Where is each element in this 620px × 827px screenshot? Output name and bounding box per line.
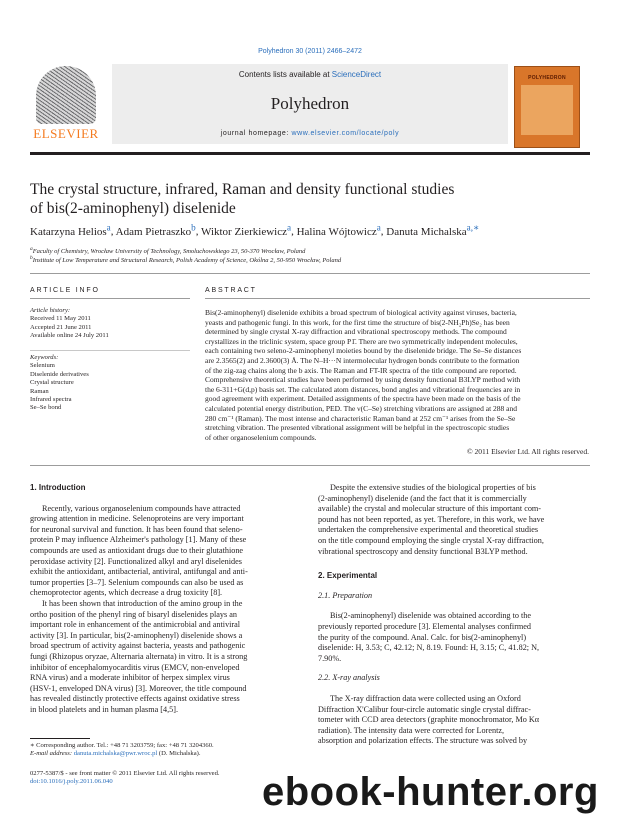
abstract-heading: ABSTRACT — [205, 287, 257, 294]
divider — [30, 465, 590, 466]
affiliation-text: Institute of Low Temperature and Structural Research, Polish Academy of Science, Okólna 2, 50-950 Wrocław, Poland — [32, 257, 342, 265]
body-line: (HSV-1, enveloped DNA virus) [3]. Moreover, the title compound — [30, 683, 247, 693]
author[interactable]: Katarzyna Helios$^a$ — [30, 222, 111, 238]
contents-prefix: Contents lists available at — [238, 70, 332, 79]
body-line: activity [3]. In particular, bis(2-aminophenyl) diselenide shows a — [30, 630, 243, 640]
abstract-line: of other organoselenium compounds. — [205, 432, 317, 442]
elsevier-logo[interactable] — [30, 66, 102, 144]
journal-homepage — [112, 130, 508, 137]
email-link[interactable]: danuta.michalska@pwr.wroc.pl — [73, 750, 158, 758]
subsection-heading: 2.2. X-ray analysis — [318, 673, 380, 683]
abstract-copyright: © 2011 Elsevier Ltd. All rights reserved. — [466, 447, 589, 456]
abstract-line: good agreement with experiment. Detailed assignments of the spectra have been made on the basis of the — [205, 394, 521, 404]
affiliation-text: Faculty of Chemistry, Wrocław University of Technology, Smoluchowskiego 23, 50-370 Wrocław, Poland — [32, 248, 306, 256]
divider — [30, 298, 190, 299]
journal-name: Polyhedron — [270, 94, 350, 113]
body-line: 7.90%. — [318, 653, 342, 663]
body-line: Bis(2-aminophenyl) diselenide was obtained according to the — [330, 611, 531, 621]
body-line: compounds are used as antioxidant drugs due to their glutathione — [30, 545, 244, 555]
affiliation-sup: b — [30, 255, 33, 261]
author[interactable]: Adam Pietraszko$^b$ — [115, 222, 196, 238]
body-line: inhibitor of encephalomyocarditis virus (EMCV, non-enveloped — [30, 662, 240, 672]
body-line: undertaken the comprehensive experimental and theoretical studies — [318, 525, 539, 535]
article-info-heading: ARTICLE INFO — [30, 287, 100, 294]
author-affil-sup[interactable]: a — [106, 222, 111, 232]
watermark-text: ebook-hunter.org — [262, 770, 599, 814]
left-column — [30, 483, 300, 715]
body-line: tometer with CCD area detectors (graphite monochromator, Mo Kα — [318, 715, 540, 725]
abstract-line: 280 cm⁻¹ (Raman). The most intense and characteristic Raman band at 252 cm⁻¹ arises from the Se–Se — [205, 413, 516, 423]
body-line: Recently, various organoselenium compounds have attracted — [42, 503, 241, 513]
abstract-line: are 2.3565(2) and 2.3600(3) Å. The N–H···N intermolecular hydrogen bonds contribute to the formation — [205, 355, 520, 365]
body-line: previously reported procedure [3]. Elemental analyses confirmed — [318, 621, 532, 631]
homepage-prefix: journal homepage: — [220, 130, 292, 137]
divider — [30, 350, 190, 351]
journal-header-panel — [112, 64, 508, 144]
body-line: absorption and polarization effects. The structure was solved by — [318, 736, 528, 746]
affiliation-sup: a — [30, 246, 33, 252]
affiliation — [30, 255, 590, 264]
footnotes — [30, 742, 300, 759]
abstract-line: the 6-311+G(d,p) basis set. The calculated atom distances, bond angles and vibrational frequencies are in — [205, 384, 521, 394]
keyword: Raman — [30, 387, 49, 395]
section-heading: 1. Introduction — [30, 483, 86, 492]
body-line: on the title compound employing the single crystal X-ray diffraction, — [318, 535, 544, 545]
article-history — [30, 307, 190, 341]
author[interactable]: Wiktor Zierkiewicz$^a$ — [201, 222, 292, 238]
body-line: protein P may influence Alzheimer's pathology [1]. Many of these — [30, 535, 247, 545]
body-line: It has been shown that introduction of the amino group in the — [42, 598, 243, 608]
body-line: radiation). The intensity data were corrected for Lorentz, — [318, 725, 505, 735]
abstract-text — [205, 308, 589, 442]
author[interactable]: Danuta Michalska$^{a,∗}$ — [386, 222, 480, 238]
body-line: (2-aminophenyl) diselenide (and the fact that it is commercially — [318, 493, 527, 503]
doi-link[interactable]: doi:10.1016/j.poly.2011.06.040 — [30, 778, 113, 786]
body-line: chemoprotector agents, which decrease a drug toxicity [8]. — [30, 588, 223, 598]
cover-title: POLYHEDRON — [528, 75, 566, 81]
body-line: fungi (Rhizopus oryzae, Alternaria alternata) in vitro. It is a strong — [30, 651, 248, 661]
title-line-1: The crystal structure, infrared, Raman and density functional studies — [30, 181, 455, 198]
front-matter — [30, 770, 300, 787]
contents-line — [112, 70, 508, 79]
abstract-line: calculated potential energy distribution, PED. The ν(C–Se) stretching vibrations are assigned at 288 and — [205, 403, 517, 413]
keyword: Se–Se bond — [30, 404, 62, 412]
journal-banner — [30, 64, 590, 148]
body-line: ortho position of the phenyl ring of bisaryl diselenides plays an — [30, 609, 237, 619]
history-item: Accepted 21 June 2011 — [30, 323, 92, 331]
homepage-link[interactable]: www.elsevier.com/locate/poly — [291, 130, 400, 137]
affiliation — [30, 246, 590, 255]
elsevier-tree-icon — [36, 66, 96, 124]
divider — [205, 298, 590, 299]
keyword: Crystal structure — [30, 379, 74, 387]
author-affil-sup[interactable]: b — [191, 222, 196, 232]
header-rule — [30, 152, 590, 155]
author-affil-sup[interactable]: a — [287, 222, 292, 232]
history-label: Article history: — [30, 307, 71, 314]
body-line: has revealed distinctly protective effects against oxidative stress — [30, 694, 240, 704]
footnote-rule — [30, 738, 90, 739]
body-line: tumor properties [3–7]. Selenium compounds can also be used as — [30, 577, 244, 587]
abstract-line: yeasts and pathogenic fungi. In this work, for the first time the structure of bis(2-NH₂Ph)Se₂ has been — [205, 317, 510, 327]
body-line: for neuronal survival and function. It has been found that seleno- — [30, 524, 243, 534]
body-line: pound has not been reported, as yet. Therefore, in this work, we have — [318, 514, 545, 524]
article-title — [30, 180, 590, 218]
divider — [30, 273, 590, 274]
history-item: Available online 24 July 2011 — [30, 332, 109, 340]
subsection-heading: 2.1. Preparation — [318, 590, 373, 600]
right-column — [318, 483, 590, 747]
issn-line: 0277-5387/$ - see front matter © 2011 Elsevier Ltd. All rights reserved. — [30, 770, 220, 777]
keyword: Diselenide derivatives — [30, 370, 89, 378]
author[interactable]: Halina Wójtowicz$^a$ — [296, 222, 381, 238]
elsevier-wordmark: ELSEVIER — [33, 126, 99, 141]
journal-cover-image[interactable] — [514, 66, 580, 148]
history-item: Received 11 May 2011 — [30, 315, 91, 323]
body-line: exhibit the antioxidant, antibacterial, antiviral, antifungal and anti- — [30, 567, 248, 577]
body-line: the purity of the compound. Anal. Calc. for bis(2-aminophenyl) — [318, 632, 527, 642]
body-line: vibrational spectroscopy and density functional B3LYP method. — [318, 546, 528, 556]
body-line: Despite the extensive studies of the biological properties of bis — [330, 483, 536, 492]
email-footnote — [30, 750, 300, 758]
keyword: Selenium — [30, 362, 55, 370]
body-line: growing attention in medicine. Selenoproteins are very important — [30, 514, 244, 524]
abstract-line: Bis(2-aminophenyl) diselenide exhibits a broad spectrum of biological activity against viruses, bacteria, — [205, 308, 517, 317]
abstract-line: each containing two seleno-2-aminophenyl moieties bound by the diselenide bridge. The Se–Se distances — [205, 346, 522, 356]
body-line: important role in enhancement of the antimicrobial and antiviral — [30, 620, 241, 630]
body-line: available) the crystal and molecular structure of this important com- — [318, 504, 542, 514]
email-suffix: (D. Michalska). — [157, 750, 201, 758]
cover-artwork — [521, 85, 573, 135]
abstract-line: Comprehensive theoretical studies have been performed by using density functional B3LYP method with — [205, 375, 521, 385]
corresponding-footnote: ∗ Corresponding author. Tel.: +48 71 3203759; fax: +48 71 3204360. — [30, 742, 214, 749]
section-heading: 2. Experimental — [318, 571, 378, 581]
keywords-label: Keywords: — [30, 354, 59, 361]
sciencedirect-link[interactable]: ScienceDirect — [331, 70, 382, 79]
body-line: in blood platelets and in human plasma [4,5]. — [30, 704, 179, 714]
abstract-line: of the zig-zag chains along the b axis. The Raman and FT-IR spectra of the title compound are reported. — [205, 365, 517, 375]
email-label: E-mail address: — [30, 750, 74, 758]
author-list: Katarzyna Helios$^a$, Adam Pietraszko$^b$, Wiktor Zierkiewicz$^a$, Halina Wójtowicz$^a$, Danuta Michalska$^{a,∗}$ — [30, 222, 480, 238]
abstract-line: stretching vibration. The presented vibrational assignment will be helpful in the spectroscopic studies — [205, 423, 510, 433]
body-line: RNA virus) and a moderate inhibitor of herpex simplex virus — [30, 673, 230, 683]
keyword: Infrared spectra — [30, 396, 72, 404]
journal-citation[interactable]: Polyhedron 30 (2011) 2466–2472 — [258, 48, 362, 55]
author-affil-sup[interactable]: a — [376, 222, 381, 232]
body-line: peroxidase activity [2]. Functionalized alkyl and aryl diselenides — [30, 556, 242, 566]
title-line-2: of bis(2-aminophenyl) diselenide — [30, 200, 236, 217]
body-line: Diffraction X'Calibur four-circle automatic single crystal diffrac- — [318, 704, 531, 714]
abstract-line: determined by single crystal X-ray diffraction and vibrational spectroscopy methods. The compound — [205, 327, 507, 337]
body-line: diselenide: H, 3.53; C, 42.12; N, 8.19. Found: H, 3.15; C, 41.82; N, — [318, 643, 540, 653]
body-line: broad spectrum of activity against bacteria, yeasts and pathogenic — [30, 641, 246, 651]
body-line: The X-ray diffraction data were collected using an Oxford — [330, 693, 521, 703]
author-affil-sup[interactable]: a,∗ — [466, 222, 480, 232]
abstract-line: crystallizes in the triclinic system, space group P1̄. There are two symmetrically independent molecules, — [205, 336, 518, 346]
keywords — [30, 354, 190, 413]
